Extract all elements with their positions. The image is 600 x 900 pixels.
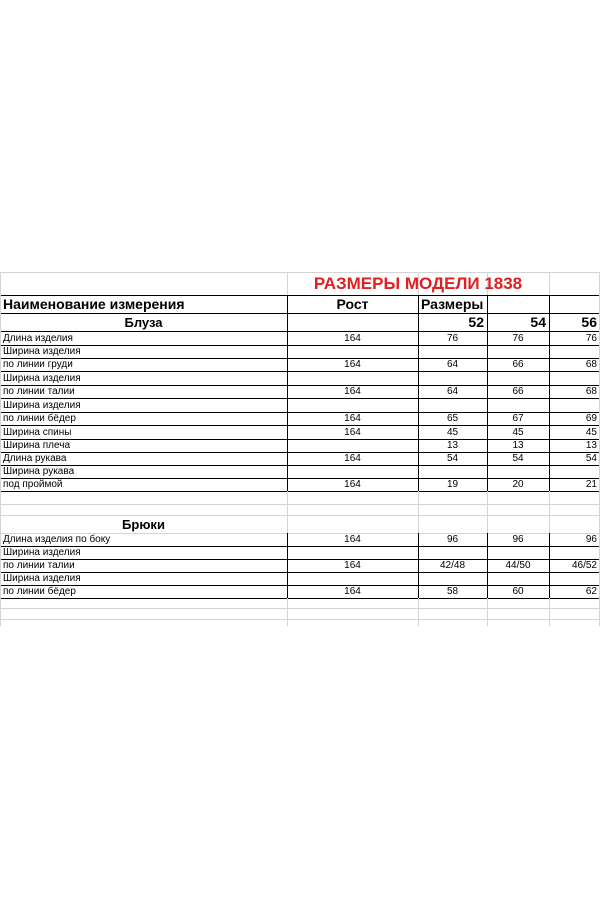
size-52-value: 45 <box>446 426 459 438</box>
measure-label: Ширина изделия <box>3 573 81 584</box>
size-52-value <box>418 465 487 478</box>
height-value: 164 <box>344 534 361 545</box>
size-54-value: 67 <box>512 413 524 424</box>
size-56-value <box>549 546 600 559</box>
size-52-value: 42/48 <box>439 560 466 571</box>
size-52-value: 96 <box>446 534 459 545</box>
size-56-value: 76 <box>585 332 597 344</box>
size-54-value: 76 <box>512 332 524 344</box>
height-value <box>287 398 418 412</box>
size-52-value: 76 <box>446 332 459 344</box>
size-52-value: 58 <box>446 586 459 597</box>
size-56-value: 46/52 <box>571 560 597 571</box>
header-height-column: Рост <box>336 296 369 312</box>
header-sizes-column: Размеры <box>421 296 484 312</box>
size-52-value <box>418 371 487 385</box>
size-56-value <box>549 465 600 478</box>
measure-label: Ширина спины <box>3 426 72 438</box>
height-value <box>287 546 418 559</box>
size-54-value: 20 <box>512 479 524 490</box>
measure-label: Длина изделия <box>3 332 73 344</box>
height-value <box>287 439 418 452</box>
size-54-value <box>487 546 549 559</box>
size-52-value <box>418 546 487 559</box>
measure-label: Ширина изделия <box>3 399 81 411</box>
height-value: 164 <box>344 586 361 597</box>
size-52-value <box>418 398 487 412</box>
height-value <box>287 572 418 585</box>
size-52-value: 13 <box>446 440 459 451</box>
size-56-value: 45 <box>585 426 597 438</box>
measure-label: по линии груди <box>3 359 73 370</box>
header-name-column: Наименование измерения <box>3 296 185 312</box>
size-52-value <box>418 572 487 585</box>
size-56-value: 13 <box>585 440 597 451</box>
size-56-value: 21 <box>585 479 597 490</box>
measure-label: Ширина плеча <box>3 440 71 451</box>
size-54-value: 66 <box>512 359 524 370</box>
size-52-value: 64 <box>446 386 459 397</box>
measure-label: Ширина изделия <box>3 547 81 558</box>
size-56-value: 69 <box>585 413 597 424</box>
section-pants: Брюки <box>122 516 165 532</box>
size-54-value: 66 <box>512 386 524 397</box>
size-56-value: 96 <box>585 534 597 545</box>
size-54-value: 13 <box>512 440 524 451</box>
measure-label: Длина рукава <box>3 453 67 464</box>
size-52-value: 19 <box>446 479 459 490</box>
section-blouse: Блуза <box>124 314 163 330</box>
size-54-value: 45 <box>512 426 524 438</box>
size-56-value: 68 <box>585 386 597 397</box>
size-54-value <box>487 398 549 412</box>
height-value: 164 <box>344 560 361 571</box>
size-54-value <box>487 572 549 585</box>
size-56-value <box>549 371 600 385</box>
size-52-value: 64 <box>446 359 459 370</box>
measure-label: Ширина изделия <box>3 346 81 357</box>
height-value: 164 <box>344 386 361 397</box>
size-header-52: 52 <box>468 314 484 330</box>
size-52-value: 54 <box>446 453 459 464</box>
height-value: 164 <box>344 453 361 464</box>
size-56-value: 68 <box>585 359 597 370</box>
measure-label: по линии талии <box>3 560 75 571</box>
height-value: 164 <box>344 413 361 424</box>
height-value: 164 <box>344 426 361 438</box>
measure-label: Ширина рукава <box>3 466 75 477</box>
sheet-title: РАЗМЕРЫ МОДЕЛИ 1838 <box>313 273 523 293</box>
size-54-value: 60 <box>512 586 524 597</box>
height-value: 164 <box>344 479 361 490</box>
size-52-value: 65 <box>446 413 459 424</box>
measure-label: по линии бёдер <box>3 586 76 597</box>
measure-label: по линии бёдер <box>3 413 76 424</box>
measure-label: под проймой <box>3 479 63 490</box>
size-54-value: 44/50 <box>505 560 531 571</box>
height-value <box>287 345 418 358</box>
size-54-value: 96 <box>512 534 524 545</box>
size-54-value: 54 <box>512 453 524 464</box>
size-56-value <box>549 345 600 358</box>
height-value <box>287 371 418 385</box>
size-56-value: 54 <box>585 453 597 464</box>
height-value: 164 <box>344 359 361 370</box>
size-54-value <box>487 345 549 358</box>
height-value <box>287 465 418 478</box>
size-54-value <box>487 465 549 478</box>
size-52-value <box>418 345 487 358</box>
size-54-value <box>487 371 549 385</box>
size-56-value: 62 <box>585 586 597 597</box>
size-56-value <box>549 398 600 412</box>
measure-label: по линии талии <box>3 386 75 397</box>
measure-label: Длина изделия по боку <box>3 534 111 545</box>
height-value: 164 <box>344 332 361 344</box>
size-header-54: 54 <box>530 314 546 330</box>
size-chart-sheet <box>0 272 600 626</box>
size-header-56: 56 <box>581 314 597 330</box>
size-56-value <box>549 572 600 585</box>
measure-label: Ширина изделия <box>3 372 81 384</box>
